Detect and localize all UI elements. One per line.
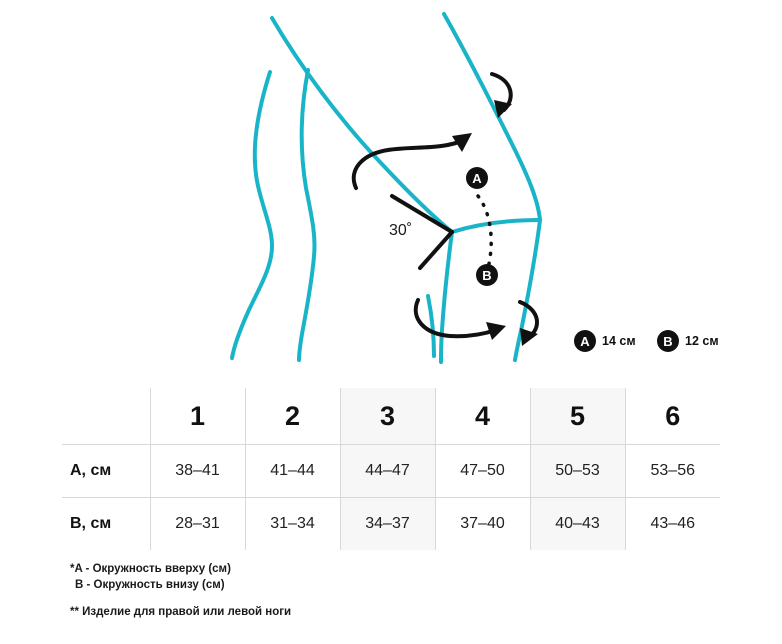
- marker-b: [476, 264, 498, 286]
- column-header-6: 6: [625, 388, 720, 445]
- footnote-3: ** Изделие для правой или левой ноги: [70, 606, 292, 619]
- a-b-dotted-line: [478, 196, 491, 268]
- cell-a-1: 38–41: [150, 445, 245, 498]
- legend-item-a: [574, 330, 636, 352]
- angle-label: 30˚: [389, 222, 413, 239]
- cell-a-4: 47–50: [435, 445, 530, 498]
- cell-a-5: 50–53: [530, 445, 625, 498]
- row-label-a: A, см: [62, 445, 150, 498]
- upper-circumference-arrow: [354, 133, 472, 188]
- marker-a-circle: A: [466, 167, 488, 189]
- row-label-b: B, см: [62, 498, 150, 551]
- table-corner-cell: [62, 388, 150, 445]
- cell-a-6: 53–56: [625, 445, 720, 498]
- size-table: [62, 388, 720, 550]
- legend-b-value: 12 см: [685, 334, 719, 348]
- cell-b-2: 31–34: [245, 498, 340, 551]
- column-header-1: 1: [150, 388, 245, 445]
- cell-b-3: 34–37: [340, 498, 435, 551]
- column-header-2: 2: [245, 388, 340, 445]
- legend-a-value: 14 см: [602, 334, 636, 348]
- table-row: [62, 445, 720, 498]
- size-table-head: [62, 388, 720, 445]
- cell-b-6: 43–46: [625, 498, 720, 551]
- column-header-3: 3: [340, 388, 435, 445]
- cell-a-3: 44–47: [340, 445, 435, 498]
- marker-b-circle: B: [476, 264, 498, 286]
- footnote-2: B - Окружность внизу (см): [75, 578, 225, 591]
- table-header-row: [62, 388, 720, 445]
- cell-b-4: 37–40: [435, 498, 530, 551]
- legend-a-circle: A: [574, 330, 596, 352]
- cell-a-2: 41–44: [245, 445, 340, 498]
- size-table-body: [62, 445, 720, 551]
- column-header-5: 5: [530, 388, 625, 445]
- table-row: [62, 498, 720, 551]
- legend-item-b: [657, 330, 719, 352]
- footnote-1: *A - Окружность вверху (см): [70, 563, 231, 575]
- cell-b-1: 28–31: [150, 498, 245, 551]
- cell-b-5: 40–43: [530, 498, 625, 551]
- leg-outline: [232, 14, 540, 362]
- column-header-4: 4: [435, 388, 530, 445]
- marker-a: [466, 167, 488, 189]
- legend-b-circle: B: [657, 330, 679, 352]
- footnotes: [70, 562, 710, 621]
